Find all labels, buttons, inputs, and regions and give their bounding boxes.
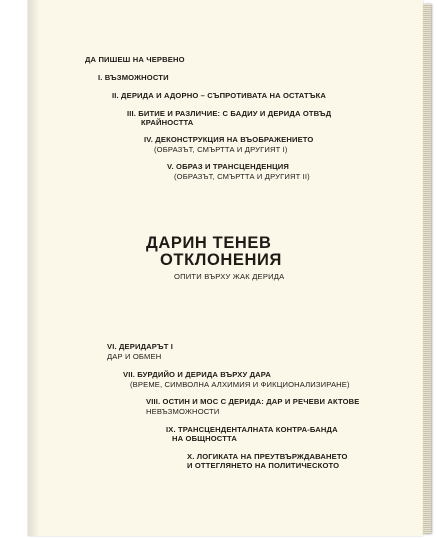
contents-subitem: (ВРЕМЕ, СИМВОЛНА АЛХИМИЯ И ФИКЦИОНАЛИЗИРАНЕ): [130, 380, 350, 389]
contents-item: VI. ДЕРИДАРЪТ I: [107, 342, 174, 351]
contents-item: НА ОБЩНОСТТА: [172, 434, 237, 443]
page-edges: [423, 4, 431, 534]
contents-item: VII. БУРДИЙО И ДЕРИДА ВЪРХУ ДАРА: [123, 370, 271, 379]
book-subtitle: ОПИТИ ВЪРХУ ЖАК ДЕРИДА: [174, 272, 285, 281]
spine-shadow: [28, 0, 40, 536]
book-title: ОТКЛОНЕНИЯ: [160, 251, 282, 269]
author-name: ДАРИН ТЕНЕВ: [146, 234, 272, 252]
contents-item: II. ДЕРИДА И АДОРНО – СЪПРОТИВАТА НА ОСТАТЪКА: [112, 91, 327, 100]
contents-item: IX. ТРАНСЦЕНДЕНТАЛНАТА КОНТРА-БАНДА: [166, 425, 338, 434]
contents-item: IV. ДЕКОНСТРУКЦИЯ НА ВЪОБРАЖЕНИЕТО: [144, 135, 314, 144]
contents-subitem: НЕВЪЗМОЖНОСТИ: [146, 407, 220, 416]
contents-item: ДА ПИШЕШ НА ЧЕРВЕНО: [85, 55, 185, 64]
contents-item: VIII. ОСТИН И МОС С ДЕРИДА: ДАР И РЕЧЕВИ АКТОВЕ: [146, 397, 360, 406]
contents-item: I. ВЪЗМОЖНОСТИ: [98, 73, 169, 82]
contents-item: III. БИТИЕ И РАЗЛИЧИЕ: С БАДИУ И ДЕРИДА ОТВЪД: [127, 109, 332, 118]
contents-item: V. ОБРАЗ И ТРАНСЦЕНДЕНЦИЯ: [167, 162, 290, 171]
contents-subitem: (ОБРАЗЪТ, СМЪРТТА И ДРУГИЯТ I): [154, 145, 288, 154]
contents-subitem: ДАР И ОБМЕН: [107, 352, 162, 361]
contents-item: И ОТТЕГЛЯНЕТО НА ПОЛИТИЧЕСКОТО: [187, 461, 340, 470]
contents-item: X. ЛОГИКАТА НА ПРЕУТВЪРЖДАВАНЕТО: [187, 452, 348, 461]
contents-item: КРАЙНОСТТА: [141, 118, 194, 127]
contents-subitem: (ОБРАЗЪТ, СМЪРТТА И ДРУГИЯТ II): [174, 172, 310, 181]
